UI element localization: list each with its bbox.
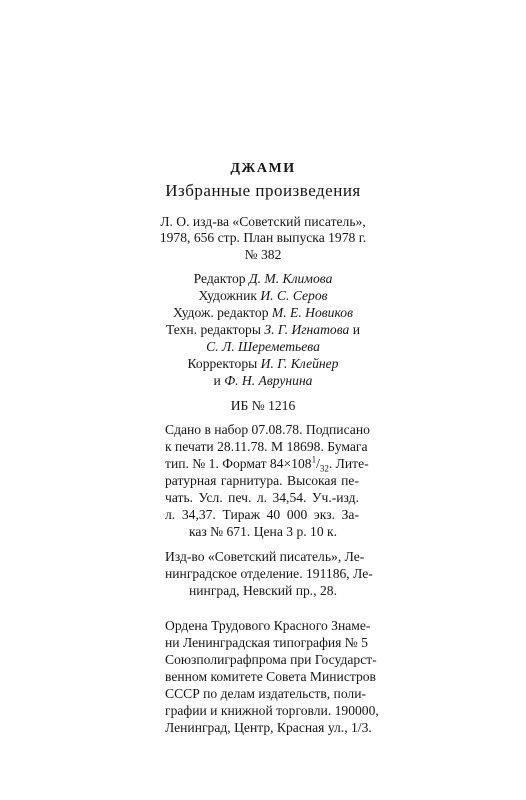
- art-editor-name: М. Е. Новиков: [271, 305, 353, 320]
- credit-artist: [0, 287, 526, 304]
- printer-line-6: графии и книжной торговли. 190000,: [165, 703, 379, 718]
- credit-tech-editors: [0, 321, 526, 338]
- publication-line-1: Л. О. изд-ва «Советский писатель»,: [160, 214, 366, 229]
- print-data-line-6: л. 34,37. Тираж 40 000 экз. За-: [165, 507, 359, 522]
- printer-line-3: Союзполиграфпрома при Государст-: [165, 652, 377, 667]
- book-title: ДЖАМИ: [230, 161, 296, 176]
- print-data-line-1: Сдано в набор 07.08.78. Подписано: [165, 422, 370, 437]
- credit-proofreaders: [0, 355, 526, 372]
- printer-line-1: Ордена Трудового Красного Знаме-: [165, 618, 371, 633]
- printer-line-4: венном комитете Совета Министров: [165, 669, 376, 684]
- proofreader-1-name: И. Г. Клейнер: [260, 356, 339, 371]
- artist-name: И. С. Серов: [260, 288, 328, 303]
- publication-line-2: 1978, 656 стр. План выпуска 1978 г.: [159, 230, 367, 245]
- tech-editors-label: Техн. редакторы: [165, 322, 261, 337]
- printer-line-5: СССР по делам издательств, поли-: [165, 686, 367, 701]
- ib-number: ИБ № 1216: [230, 398, 296, 413]
- print-data-line-3: тип. № 1. Формат $84\times 108^1/_{32}$. Лите-: [165, 454, 369, 474]
- art-editor-label: Худож. редактор: [173, 305, 269, 320]
- proofreader-2-name: Ф. Н. Аврунина: [224, 373, 313, 388]
- tech-editors-and: и: [352, 322, 361, 337]
- format-text-end: . Лите-: [328, 456, 369, 471]
- credit-tech-editor-2: [0, 338, 526, 355]
- credit-editor: [0, 270, 526, 287]
- publisher-line-2: нинградское отделение. 191186, Ле-: [165, 566, 373, 581]
- editor-label: Редактор: [193, 271, 246, 286]
- publication-number: № 382: [244, 247, 282, 262]
- printer-line-7: Ленинград, Центр, Красная ул., 1/3.: [165, 720, 372, 735]
- editor-name: Д. М. Климова: [248, 271, 333, 286]
- proofreaders-and: и: [213, 373, 221, 388]
- format-text: тип. № 1. Формат 84×108: [165, 456, 312, 471]
- tech-editor-1-name: З. Г. Игнатова: [264, 322, 350, 337]
- format-fraction-denominator: 32: [319, 463, 329, 474]
- print-data-line-4: ратурная гарнитура. Высокая пе-: [165, 473, 359, 488]
- book-subtitle: Избранные произведения: [165, 181, 361, 200]
- tech-editor-2-name: С. Л. Шереметьева: [206, 339, 320, 354]
- printer-line-2: ни Ленинградская типография № 5: [165, 635, 368, 650]
- format-fraction-numerator: 1: [311, 454, 317, 465]
- print-data-line-2: к печати 28.11.78. М 18698. Бумага: [165, 439, 368, 454]
- artist-label: Художник: [198, 288, 257, 303]
- print-data-line-5: чать. Усл. печ. л. 34,54. Уч.-изд.: [165, 490, 359, 505]
- print-data-line-7: каз № 671. Цена 3 р. 10 к.: [188, 524, 338, 539]
- proofreaders-label: Корректоры: [187, 356, 258, 371]
- credit-art-editor: [0, 304, 526, 321]
- credit-proofreader-2: [0, 372, 526, 389]
- publisher-line-3: нинград, Невский пр., 28.: [189, 583, 337, 598]
- publisher-line-1: Изд-во «Советский писатель», Ле-: [165, 549, 365, 564]
